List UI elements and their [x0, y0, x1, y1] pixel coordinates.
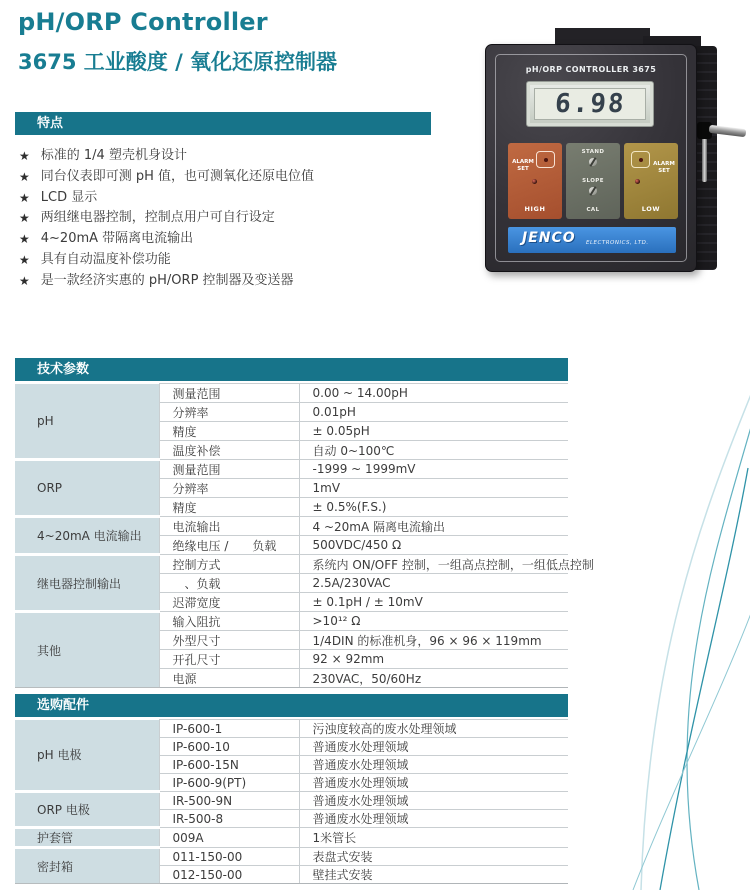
spec-row — [15, 517, 568, 536]
spec-param-label: 开孔尺寸 — [159, 650, 299, 669]
accessories-section — [15, 694, 568, 884]
spec-param-value: 2.5A/230VAC — [299, 574, 568, 593]
accessory-param-label: IR-500-9N — [159, 792, 299, 810]
accessory-param-label: 011-150-00 — [159, 848, 299, 866]
high-alarm-panel — [508, 143, 562, 219]
spec-param-label: 测量范围 — [159, 384, 299, 403]
spec-param-label: 温度补偿 — [159, 441, 299, 460]
spec-param-value: 4 ~20mA 隔离电流输出 — [299, 517, 568, 536]
feature-item — [19, 229, 431, 250]
slope-label: SLOPE — [582, 178, 604, 184]
spec-param-value: ± 0.1pH / ± 10mV — [299, 593, 568, 612]
feature-item — [19, 167, 431, 188]
accessory-group-label: 密封箱 — [15, 848, 159, 884]
calibration-panel — [566, 143, 620, 219]
spec-param-value: 0.01pH — [299, 403, 568, 422]
spec-param-value: 1/4DIN 的标准机身，96 × 96 × 119mm — [299, 631, 568, 650]
feature-text: 具有自动温度补偿功能 — [40, 251, 171, 267]
spec-param-value: 系统内 ON/OFF 控制，一组高点控制，一组低点控制 — [299, 555, 568, 574]
spec-param-label: 控制方式 — [159, 555, 299, 574]
accessory-param-label: IP-600-15N — [159, 756, 299, 774]
accessory-param-value: 普通废水处理领域 — [299, 774, 568, 792]
spec-param-label: 测量范围 — [159, 460, 299, 479]
feature-text: 同台仪表即可测 pH 值，也可测氧化还原电位值 — [40, 168, 315, 184]
alarm-set-label-high: ALARM SET — [512, 159, 534, 173]
spec-param-label: 迟滞宽度 — [159, 593, 299, 612]
spec-param-label: 精度 — [159, 498, 299, 517]
specs-table — [15, 383, 594, 688]
cal-label: CAL — [586, 207, 600, 213]
spec-param-label: 精度 — [159, 422, 299, 441]
specs-header: 技术参数 — [15, 358, 568, 381]
star-icon: ★ — [19, 211, 30, 226]
brand-bar — [508, 227, 676, 253]
spec-param-value: -1999 ~ 1999mV — [299, 460, 568, 479]
stand-screw-icon — [589, 158, 597, 166]
low-alarm-panel — [624, 143, 678, 219]
spec-group-label: 其他 — [15, 612, 159, 688]
high-label: HIGH — [524, 205, 546, 213]
spec-param-value: >10¹² Ω — [299, 612, 568, 631]
accessory-param-label: IP-600-9(PT) — [159, 774, 299, 792]
spec-param-value: 1mV — [299, 479, 568, 498]
spec-param-value: 0.00 ~ 14.00pH — [299, 384, 568, 403]
features-header: 特点 — [15, 112, 431, 135]
accessory-row — [15, 848, 568, 866]
lcd-display — [526, 81, 654, 127]
accessory-group-label: pH 电极 — [15, 720, 159, 792]
spec-param-value: 自动 0~100℃ — [299, 441, 568, 460]
stand-label: STAND — [581, 149, 605, 155]
low-label: LOW — [641, 205, 661, 213]
spec-param-label: 分辨率 — [159, 403, 299, 422]
accessory-param-label: IR-500-8 — [159, 810, 299, 828]
device-front-panel — [485, 44, 697, 272]
spec-group-label: 4~20mA 电流输出 — [15, 517, 159, 555]
spec-param-value: 500VDC/450 Ω — [299, 536, 568, 555]
lcd-value: 6.98 — [553, 89, 627, 119]
accessory-param-value: 普通废水处理领域 — [299, 792, 568, 810]
accessory-group-label: ORP 电极 — [15, 792, 159, 828]
device-inner-bezel — [495, 54, 687, 262]
spec-param-label: 输入阻抗 — [159, 612, 299, 631]
alarm-set-button-low — [631, 151, 650, 168]
feature-list — [19, 146, 431, 292]
feature-item — [19, 271, 431, 292]
accessory-param-value: 1米管长 — [299, 828, 568, 848]
accessory-param-label: 009A — [159, 828, 299, 848]
spec-param-label: 绝缘电压 / 负载 — [159, 536, 299, 555]
feature-item — [19, 250, 431, 271]
accessories-table — [15, 719, 568, 884]
accessory-param-label: IP-600-10 — [159, 738, 299, 756]
spec-group-label: pH — [15, 384, 159, 460]
star-icon: ★ — [19, 169, 30, 184]
spec-group-label: ORP — [15, 460, 159, 517]
high-led-indicator — [532, 179, 537, 184]
spec-param-value: 230VAC，50/60Hz — [299, 669, 568, 688]
low-led-indicator — [635, 179, 640, 184]
accessory-param-value: 普通废水处理领域 — [299, 810, 568, 828]
feature-item — [19, 208, 431, 229]
star-icon: ★ — [19, 149, 30, 163]
accessory-param-label: 012-150-00 — [159, 866, 299, 884]
star-icon: ★ — [19, 252, 30, 267]
feature-text: 是一款经济实惠的 pH/ORP 控制器及变送器 — [40, 272, 294, 288]
accessory-param-value: 表盘式安装 — [299, 848, 568, 866]
accessory-param-value: 普通废水处理领域 — [299, 756, 568, 774]
accessory-row — [15, 828, 568, 848]
spec-param-value: ± 0.05pH — [299, 422, 568, 441]
spec-param-label: 电流输出 — [159, 517, 299, 536]
device-model-label: pH/ORP CONTROLLER 3675 — [525, 65, 657, 74]
spec-group-label: 继电器控制输出 — [15, 555, 159, 612]
accessories-header: 选购配件 — [15, 694, 568, 717]
spec-param-label: 、负载 — [159, 574, 299, 593]
accessory-row — [15, 792, 568, 810]
spec-param-label: 电源 — [159, 669, 299, 688]
star-icon: ★ — [19, 232, 30, 247]
specs-section — [15, 358, 594, 688]
brand-logo: JENCO — [522, 230, 576, 246]
slope-screw-icon — [589, 187, 597, 195]
star-icon: ★ — [19, 190, 30, 205]
spec-param-label: 分辨率 — [159, 479, 299, 498]
spec-row — [15, 612, 568, 631]
feature-text: 4~20mA 带隔离电流输出 — [40, 231, 194, 247]
toggle-switch-pin — [702, 138, 707, 182]
alarm-set-button-high — [536, 151, 555, 168]
alarm-set-label-low: ALARM SET — [653, 161, 675, 175]
spec-row — [15, 555, 568, 574]
spec-row — [15, 384, 568, 403]
feature-text: LCD 显示 — [40, 189, 98, 205]
page-subtitle: 3675 工业酸度 / 氧化还原控制器 — [18, 50, 338, 74]
feature-text: 两组继电器控制，控制点用户可自行设定 — [40, 210, 275, 226]
spec-row — [15, 460, 568, 479]
product-photo — [485, 28, 747, 280]
spec-param-value: 92 × 92mm — [299, 650, 568, 669]
spec-param-value: ± 0.5%(F.S.) — [299, 498, 568, 517]
feature-item — [19, 146, 431, 167]
accessory-param-label: IP-600-1 — [159, 720, 299, 738]
accessory-param-value: 污浊度较高的废水处理领域 — [299, 720, 568, 738]
feature-text: 标准的 1/4 塑壳机身设计 — [40, 148, 187, 163]
page-title: pH/ORP Controller — [18, 8, 268, 36]
brand-sub-label: ELECTRONICS, LTD. — [586, 240, 649, 246]
accessory-param-value: 普通废水处理领域 — [299, 738, 568, 756]
accessory-row — [15, 720, 568, 738]
feature-item — [19, 188, 431, 209]
spec-param-label: 外型尺寸 — [159, 631, 299, 650]
lcd-screen — [534, 88, 646, 120]
accessory-param-value: 壁挂式安装 — [299, 866, 568, 884]
features-section — [15, 112, 431, 292]
star-icon: ★ — [19, 273, 30, 288]
accessory-group-label: 护套管 — [15, 828, 159, 848]
